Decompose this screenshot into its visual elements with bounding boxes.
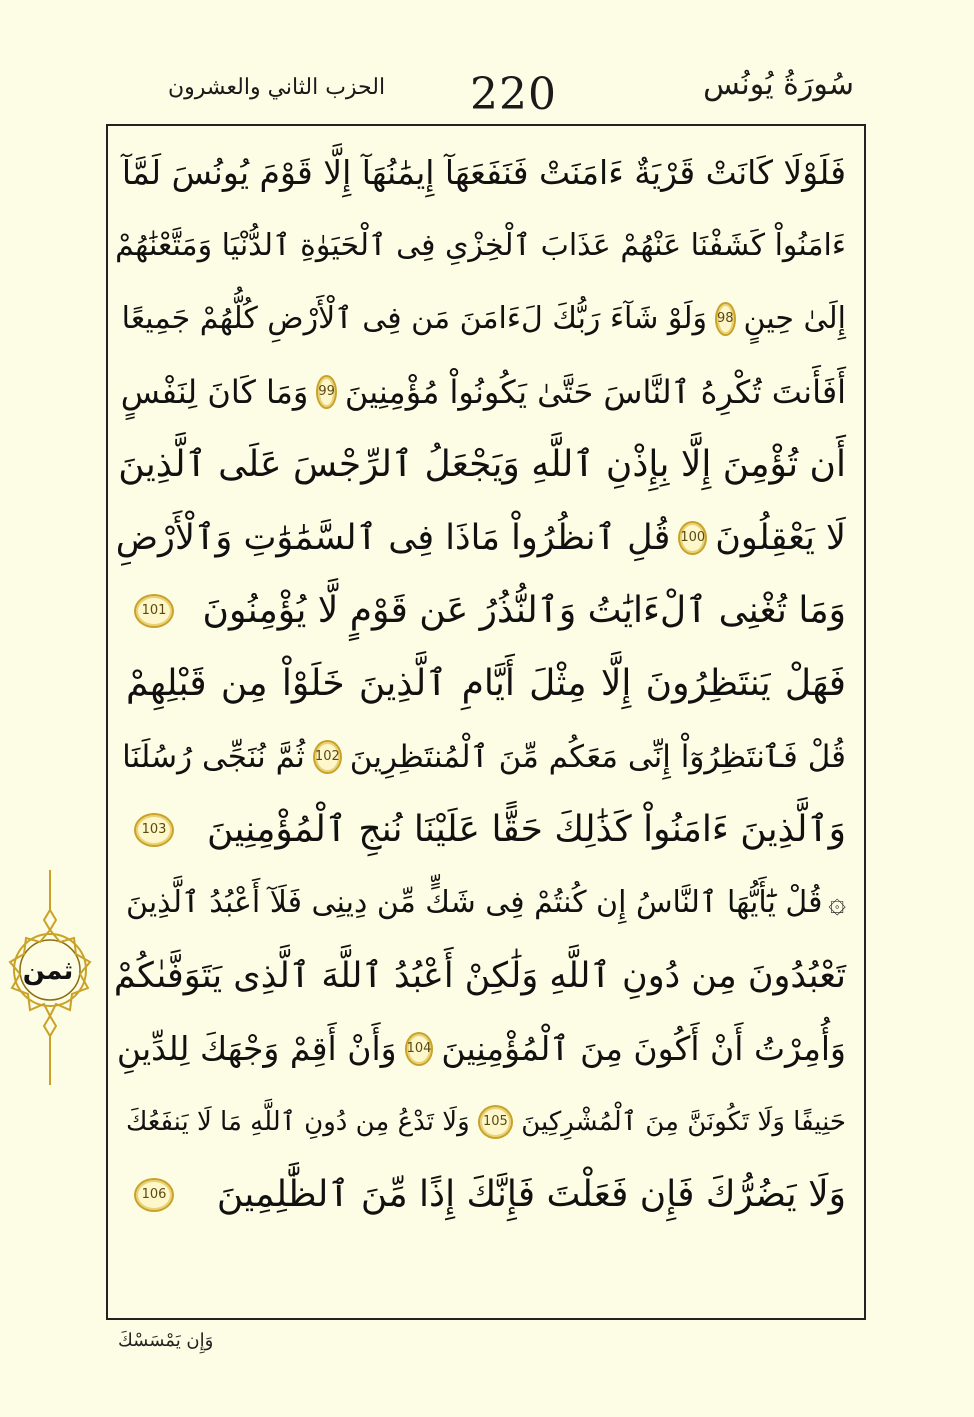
rub-ornament-icon: [4, 870, 96, 1090]
verse-line-11: [108, 866, 864, 939]
line-text-continued: قُلِ ٱنظُرُواْ مَاذَا فِى ٱلسَّمَٰوَٰتِ وَٱلْأَرْضِ: [115, 517, 671, 558]
ayah-number-marker: 103: [134, 813, 174, 847]
verse-line-8: [108, 647, 864, 720]
line-text: وَمَا تُغْنِى ٱلْءَايَٰتُ وَٱلنُّذُرُ عَن قَوْمٍ لَّا يُؤْمِنُونَ: [202, 590, 846, 631]
line-text: ءَامَنُواْ كَشَفْنَا عَنْهُمْ عَذَابَ ٱلْخِزْىِ فِى ٱلْحَيَوٰةِ ٱلدُّنْيَا وَمَتَّعْنَٰهُمْ: [115, 228, 846, 263]
ayah-number-marker: 105: [478, 1105, 514, 1139]
verse-line-7: [108, 574, 864, 647]
line-text: لَا يَعْقِلُونَ: [715, 517, 846, 558]
verse-line-3: [108, 282, 864, 355]
verse-line-15: [108, 1158, 864, 1231]
line-text: أَفَأَنتَ تُكْرِهُ ٱلنَّاسَ حَتَّىٰ يَكُونُواْ مُؤْمِنِينَ: [344, 372, 846, 411]
ayah-number-marker: 106: [134, 1178, 174, 1212]
hizb-title: الحزب الثاني والعشرون: [168, 75, 386, 100]
verse-line-9: [108, 720, 864, 793]
verse-line-6: [108, 501, 864, 574]
line-text-continued: وَلَا تَدْعُ مِن دُونِ ٱللَّهِ مَا لَا يَنفَعُكَ: [126, 1106, 470, 1137]
line-text: وَلَا يَضُرُّكَ فَإِن فَعَلْتَ فَإِنَّكَ إِذًا مِّنَ ٱلظَّٰلِمِينَ: [216, 1174, 846, 1215]
ayah-number-marker: 99: [316, 375, 337, 409]
line-text: وَأُمِرْتُ أَنْ أَكُونَ مِنَ ٱلْمُؤْمِنِينَ: [441, 1029, 846, 1068]
verse-line-12: [108, 939, 864, 1012]
line-text-continued: وَمَا كَانَ لِنَفْسٍ: [120, 372, 309, 411]
verse-line-4: [108, 355, 864, 428]
line-text-continued: وَأَنْ أَقِمْ وَجْهَكَ لِلدِّينِ: [116, 1029, 397, 1068]
ayah-number-marker: 102: [313, 740, 342, 774]
text-frame: [106, 124, 866, 1320]
line-text: فَلَوْلَا كَانَتْ قَرْيَةٌ ءَامَنَتْ فَنَفَعَهَآ إِيمَٰنُهَآ إِلَّا قَوْمَ يُونُسَ لَمَّآ: [121, 153, 846, 192]
rub-star-icon: ۞: [828, 885, 846, 920]
rub-label: ثمن: [22, 956, 74, 986]
catchword: وَإِن يَمْسَسْكَ: [118, 1330, 214, 1351]
line-text: حَنِيفًا وَلَا تَكُونَنَّ مِنَ ٱلْمُشْرِكِينَ: [521, 1106, 846, 1137]
ayah-number-marker: 98: [715, 302, 736, 336]
line-text: قُلْ فَٱنتَظِرُوٓاْ إِنِّى مَعَكُم مِّنَ ٱلْمُنتَظِرِينَ: [349, 738, 846, 775]
verse-line-2: [108, 209, 864, 282]
ayah-number-marker: 100: [678, 521, 707, 555]
verse-line-1: [108, 136, 864, 209]
verse-lines: [108, 136, 864, 1231]
line-text: إِلَىٰ حِينٍ: [743, 301, 846, 336]
ayah-number-marker: 104: [405, 1032, 434, 1066]
line-text: أَن تُؤْمِنَ إِلَّا بِإِذْنِ ٱللَّهِ وَيَجْعَلُ ٱلرِّجْسَ عَلَى ٱلَّذِينَ: [118, 444, 846, 485]
ayah-number-marker: 101: [134, 594, 174, 628]
page-number: 220: [470, 69, 557, 120]
line-text: فَهَلْ يَنتَظِرُونَ إِلَّا مِثْلَ أَيَّامِ ٱلَّذِينَ خَلَوْاْ مِن قَبْلِهِمْ: [126, 663, 846, 704]
verse-line-10: [108, 793, 864, 866]
line-text: تَعْبُدُونَ مِن دُونِ ٱللَّهِ وَلَٰكِنْ أَعْبُدُ ٱللَّهَ ٱلَّذِى يَتَوَفَّىٰكُمْ: [113, 955, 846, 996]
line-text-continued: وَلَوْ شَآءَ رَبُّكَ لَءَامَنَ مَن فِى ٱلْأَرْضِ كُلُّهُمْ جَمِيعًا: [121, 301, 707, 336]
line-text: وَٱلَّذِينَ ءَامَنُواْ كَذَٰلِكَ حَقًّا عَلَيْنَا نُنجِ ٱلْمُؤْمِنِينَ: [207, 809, 846, 850]
line-text-continued: ثُمَّ نُنَجِّى رُسُلَنَا: [122, 738, 305, 775]
page-header: [0, 55, 974, 125]
surah-title: سُورَةُ يُونُس: [703, 67, 854, 102]
verse-line-14: [108, 1085, 864, 1158]
line-text: قُلْ يَٰٓأَيُّهَا ٱلنَّاسُ إِن كُنتُمْ فِى شَكٍّ مِّن دِينِى فَلَآ أَعْبُدُ ٱلَّذِينَ: [126, 885, 823, 920]
verse-line-13: [108, 1012, 864, 1085]
verse-line-5: [108, 428, 864, 501]
